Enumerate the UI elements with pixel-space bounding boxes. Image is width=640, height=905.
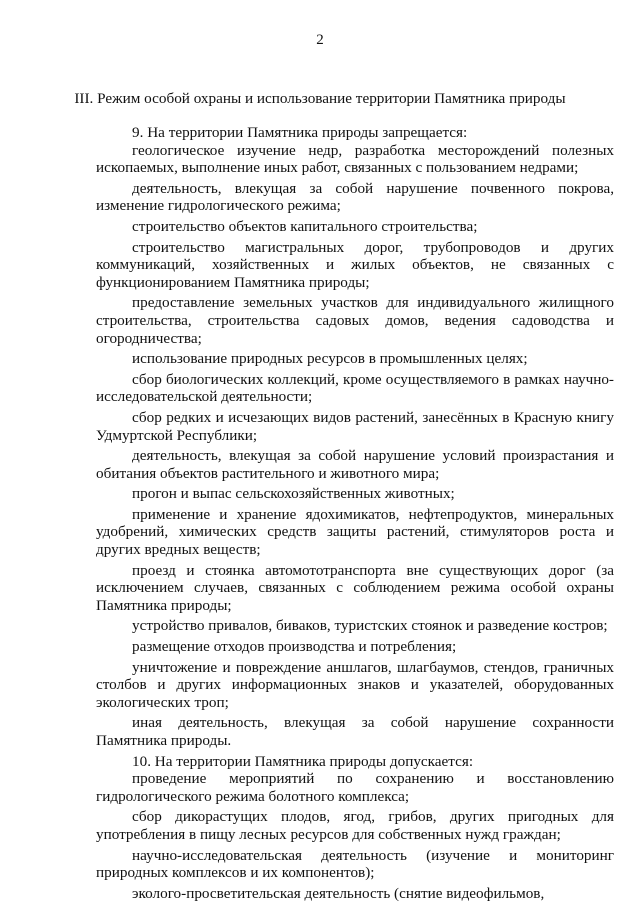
prohibition-item: прогон и выпас сельскохозяйственных животных; — [132, 485, 455, 503]
prohibition-item: строительство объектов капитального строительства; — [132, 217, 478, 235]
prohibition-item: уничтожение и повреждение аншлагов, шлагбаумов, стендов, граничных столбов и других информационных знаков и указателей, оборудованных экологических троп; — [96, 658, 614, 711]
prohibition-item: деятельность, влекущая за собой нарушение почвенного покрова, изменение гидрологического режима; — [96, 179, 614, 215]
prohibition-item: использование природных ресурсов в промышленных целях; — [132, 350, 528, 368]
permission-item: научно-исследовательская деятельность (изучение и мониторинг природных комплексов и их компонентов); — [96, 846, 614, 882]
prohibition-item: размещение отходов производства и потребления; — [132, 638, 457, 656]
document-body — [96, 124, 614, 905]
prohibition-item: устройство привалов, биваков, туристских стоянок и разведение костров; — [132, 617, 608, 635]
clause-heading-9: 9. На территории Памятника природы запрещается: — [132, 124, 468, 141]
prohibition-item: сбор биологических коллекций, кроме осуществляемого в рамках научно-исследовательской деятельности; — [96, 370, 614, 406]
prohibition-item: геологическое изучение недр, разработка месторождений полезных ископаемых, выполнение иных работ, связанных с пользованием недрами; — [96, 141, 614, 177]
prohibition-item: проезд и стоянка автомототранспорта вне существующих дорог (за исключением случаев, связанных с соблюдением режима особой охраны Памятника природы; — [96, 561, 614, 614]
prohibition-item: сбор редких и исчезающих видов растений, занесённых в Красную книгу Удмуртской Республики; — [96, 408, 614, 444]
prohibition-item: применение и хранение ядохимикатов, нефтепродуктов, минеральных удобрений, химических средств защиты растений, стимуляторов роста и других вредных веществ; — [96, 505, 614, 559]
prohibition-item: иная деятельность, влекущая за собой нарушение сохранности Памятника природы. — [96, 714, 614, 749]
permission-item: проведение мероприятий по сохранению и восстановлению гидрологического режима болотного комплекса; — [96, 770, 614, 805]
clause-heading-10: 10. На территории Памятника природы допускается: — [132, 752, 474, 770]
permission-item: сбор дикорастущих плодов, ягод, грибов, других пригодных для употребления в пищу лесных ресурсов для собственных нужд граждан; — [96, 808, 614, 843]
permission-item: эколого-просветительская деятельность (снятие видеофильмов, — [132, 884, 545, 902]
page-number: 2 — [316, 32, 324, 48]
prohibition-item: строительство магистральных дорог, трубопроводов и других коммуникаций, хозяйственных и жилых объектов, не связанных с функционированием Памятника природы; — [96, 238, 614, 291]
prohibition-item: деятельность, влекущая за собой нарушение условий произрастания и обитания объектов растительного и животного мира; — [96, 447, 614, 482]
section-title: III. Режим особой охраны и использование территории Памятника природы — [74, 90, 566, 107]
prohibition-item: предоставление земельных участков для индивидуального жилищного строительства, строительства садовых домов, ведения садоводства и огородничества; — [96, 294, 614, 347]
